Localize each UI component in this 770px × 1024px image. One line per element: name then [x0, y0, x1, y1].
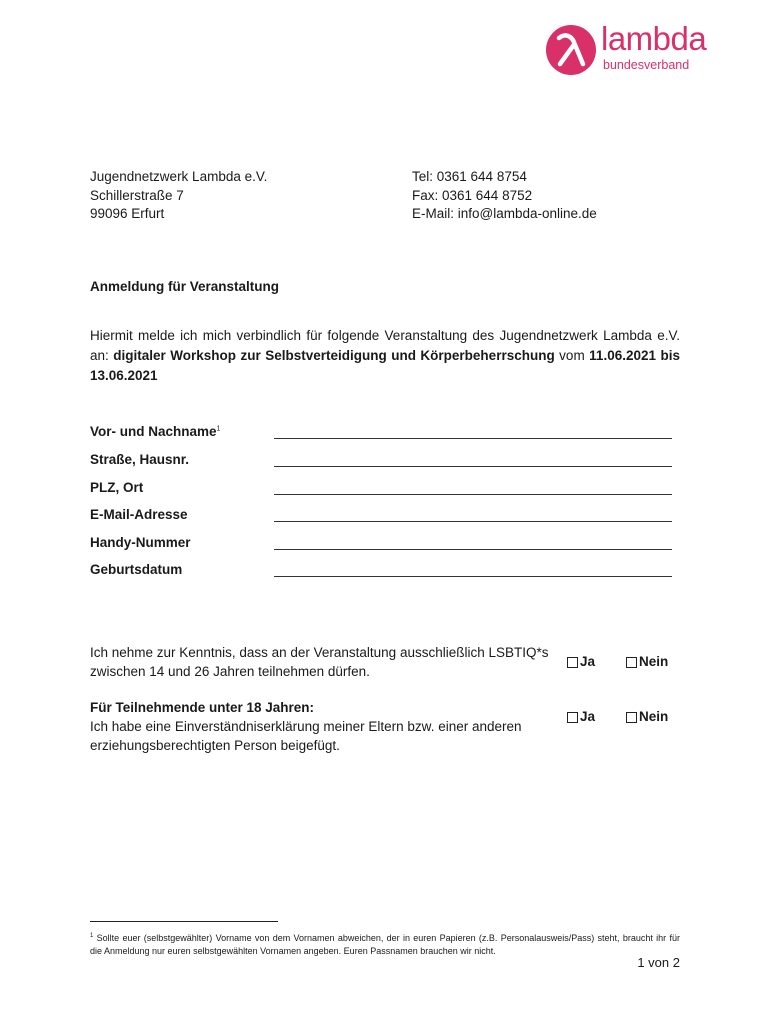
mobile-input-line[interactable]	[274, 549, 672, 550]
consent-parental-text: Ich habe eine Einverständniserklärung meiner Eltern bzw. einer anderen erziehungsberechtigten Person beigefügt.	[90, 719, 522, 753]
address-line: 99096 Erfurt	[90, 206, 165, 221]
yes-label: Ja	[580, 709, 596, 724]
field-label: E-Mail-Adresse	[90, 507, 188, 522]
consent-age-yes[interactable]	[567, 653, 595, 671]
event-name: digitaler Workshop zur Selbstverteidigung und Körperbeherrschung	[113, 348, 555, 363]
page-number: 1 von 2	[637, 955, 680, 970]
contact-info	[412, 168, 597, 224]
footnote-ref: 1	[216, 425, 221, 433]
fax-line: Fax: 0361 644 8752	[412, 187, 533, 203]
consent-parental-title: Für Teilnehmende unter 18 Jahren:	[90, 700, 315, 715]
footnote-divider	[90, 921, 278, 922]
intro-prefix: Hiermit melde ich mich verbindlich für folgende Veranstaltung des Jugendnetzwerk Lambda e.V. an:	[90, 328, 680, 363]
form-heading: Anmeldung für Veranstaltung	[90, 279, 280, 294]
event-dates: 11.06.2021 bis 13.06.2021	[90, 348, 680, 383]
logo-subtitle: bundesverband	[603, 58, 690, 72]
address-line: Jugendnetzwerk Lambda e.V.	[90, 169, 268, 184]
field-street	[90, 451, 680, 471]
name-input-line[interactable]	[274, 438, 672, 439]
field-label: PLZ, Ort	[90, 480, 144, 495]
checkbox-icon[interactable]	[567, 712, 578, 723]
consent-age-no[interactable]	[626, 653, 668, 671]
checkbox-icon[interactable]	[567, 657, 578, 668]
zip-city-input-line[interactable]	[274, 494, 672, 495]
field-label: Vor- und Nachname	[90, 424, 217, 439]
birthdate-input-line[interactable]	[274, 576, 672, 577]
footnote	[90, 930, 680, 957]
consent-parental-no[interactable]	[626, 708, 668, 726]
sender-address	[90, 168, 267, 224]
yes-label: Ja	[580, 654, 596, 669]
consent-parental	[90, 698, 560, 755]
field-label: Straße, Hausnr.	[90, 452, 190, 467]
email-input-line[interactable]	[274, 521, 672, 522]
street-input-line[interactable]	[274, 466, 672, 467]
no-label: Nein	[639, 709, 669, 724]
checkbox-icon[interactable]	[626, 712, 637, 723]
field-email	[90, 506, 680, 526]
checkbox-icon[interactable]	[626, 657, 637, 668]
consent-parental-yes[interactable]	[567, 708, 595, 726]
email-line: E-Mail: info@lambda-online.de	[412, 206, 597, 221]
field-label: Geburtsdatum	[90, 562, 183, 577]
logo-name: lambda	[601, 20, 707, 57]
field-label: Handy-Nummer	[90, 535, 191, 550]
phone-line: Tel: 0361 644 8754	[412, 169, 527, 184]
footnote-text: Sollte euer (selbstgewählter) Vorname von dem Vornamen abweichen, der in euren Papieren (z.B. Personalausweis/Pass) steht, braucht ihr für die Anmeldung nur euren selbstgewählten Vornamen angeben. Euren Passnamen brauchen wir nicht.	[90, 933, 680, 956]
field-mobile	[90, 534, 680, 554]
no-label: Nein	[639, 654, 669, 669]
intro-paragraph	[90, 326, 680, 386]
footnote-marker: 1	[90, 933, 94, 939]
field-name	[90, 423, 680, 443]
field-zip-city	[90, 479, 680, 499]
address-line: Schillerstraße 7	[90, 187, 184, 203]
consent-age-text: Ich nehme zur Kenntnis, dass an der Veranstaltung ausschließlich LSBTIQ*s zwischen 14 und 26 Jahren teilnehmen dürfen.	[90, 645, 549, 679]
lambda-logo-icon	[545, 24, 597, 76]
lambda-logo	[545, 20, 715, 80]
intro-middle: vom	[554, 348, 590, 363]
field-birthdate	[90, 561, 680, 581]
